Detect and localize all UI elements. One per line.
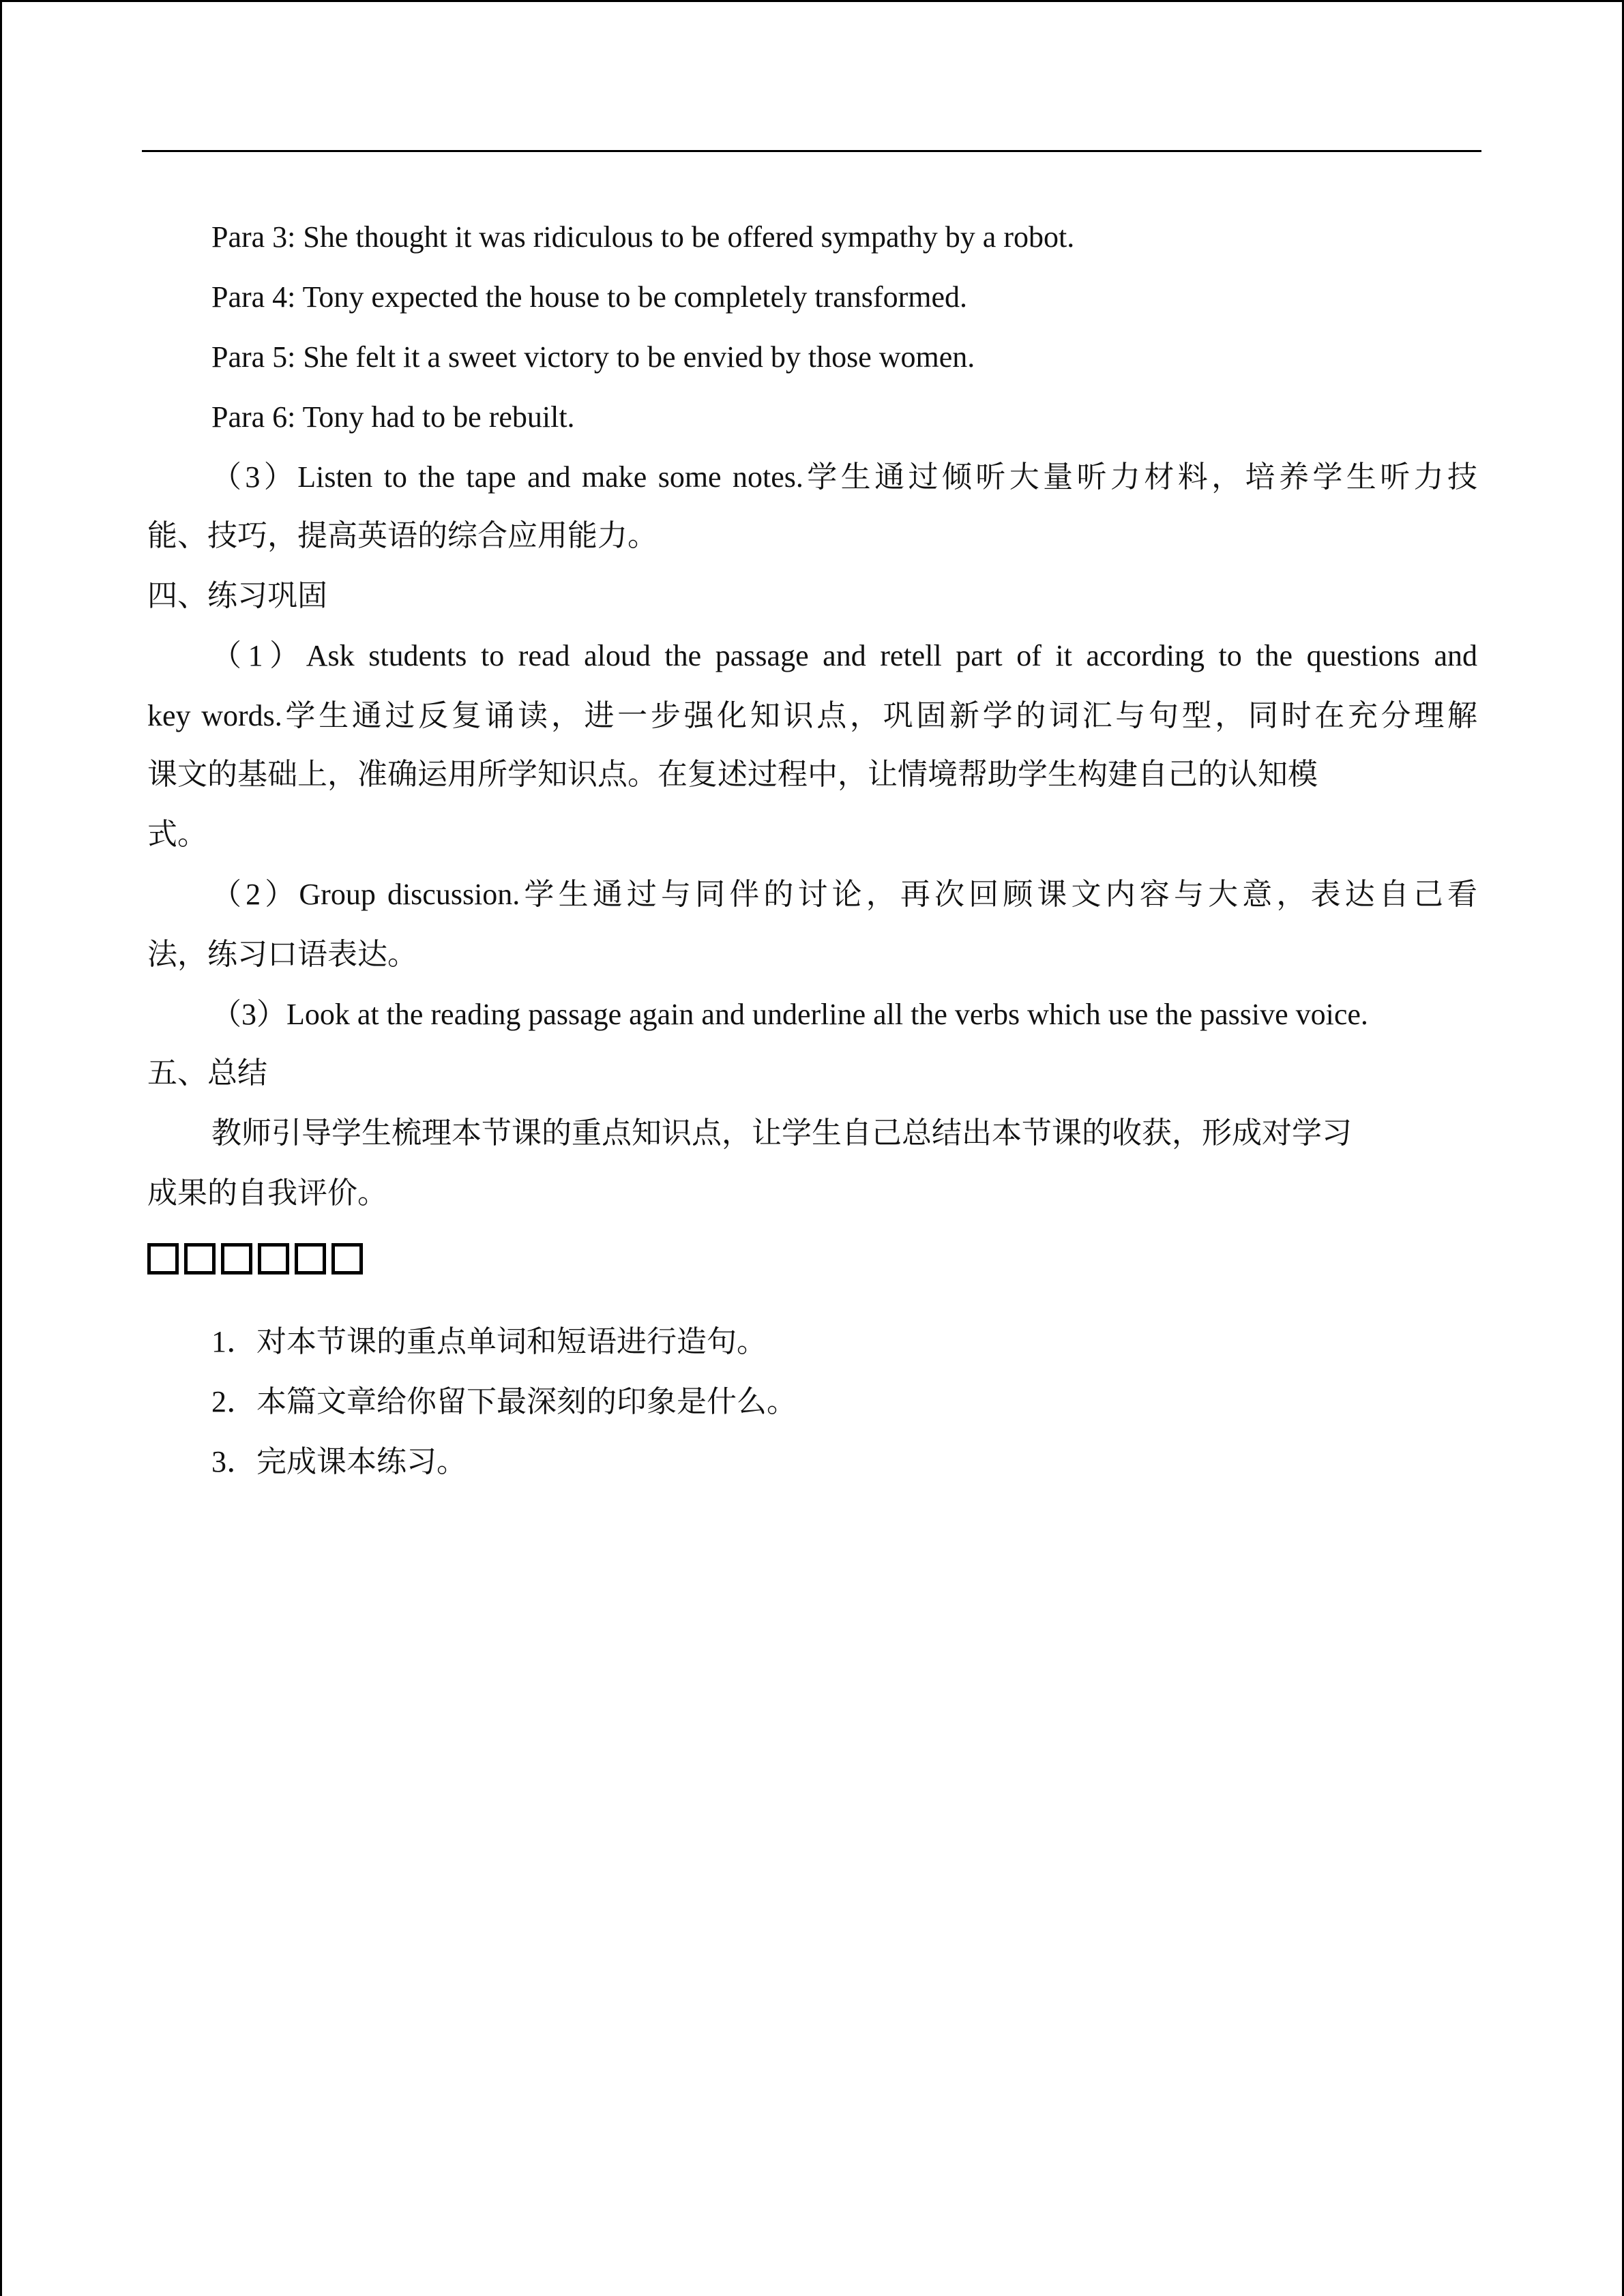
header-rule bbox=[142, 150, 1481, 152]
para-6-line: Para 6: Tony had to be rebuilt. bbox=[211, 400, 575, 434]
page-border-left bbox=[0, 0, 2, 2296]
read-aloud-line-1: （1）Ask students to read aloud the passage and retell part of it according to the questions and bbox=[211, 639, 1477, 672]
missing-glyph-box bbox=[184, 1243, 216, 1274]
missing-glyph-box bbox=[331, 1243, 363, 1274]
listen-task-line-2: 能、技巧，提高英语的综合应用能力。 bbox=[147, 519, 658, 552]
group-discussion-line-2: 法，练习口语表达。 bbox=[147, 938, 417, 971]
listen-task-line-1: （3）Listen to the tape and make some notes.学生通过倾听大量听力材料，培养学生听力技 bbox=[211, 460, 1477, 494]
missing-glyph-heading bbox=[147, 1240, 363, 1278]
missing-glyph-box bbox=[258, 1243, 289, 1274]
missing-glyph-box bbox=[147, 1243, 179, 1274]
homework-item-3: 3．完成课本练习。 bbox=[211, 1445, 467, 1478]
section-heading-summary: 五、总结 bbox=[147, 1056, 267, 1090]
missing-glyph-box bbox=[221, 1243, 252, 1274]
summary-line-1: 教师引导学生梳理本节课的重点知识点，让学生自己总结出本节课的收获，形成对学习 bbox=[211, 1116, 1352, 1150]
homework-item-1: 1．对本节课的重点单词和短语进行造句。 bbox=[211, 1325, 767, 1358]
read-aloud-line-2: key words.学生通过反复诵读，进一步强化知识点，巩固新学的词汇与句型，同时在充分理解 bbox=[147, 699, 1477, 732]
homework-item-2: 2．本篇文章给你留下最深刻的印象是什么。 bbox=[211, 1385, 797, 1418]
missing-glyph-box bbox=[295, 1243, 326, 1274]
group-discussion-line-1: （2）Group discussion.学生通过与同伴的讨论，再次回顾课文内容与大意，表达自己看 bbox=[211, 878, 1477, 911]
page-border-top bbox=[0, 0, 1624, 2]
passive-voice-line: （3）Look at the reading passage again and underline all the verbs which use the passive voice. bbox=[211, 998, 1368, 1031]
read-aloud-line-3: 课文的基础上，准确运用所学知识点。在复述过程中，让情境帮助学生构建自己的认知模 bbox=[147, 758, 1318, 791]
summary-line-2: 成果的自我评价。 bbox=[147, 1176, 387, 1210]
para-5-line: Para 5: She felt it a sweet victory to be envied by those women. bbox=[211, 340, 975, 374]
para-3-line: Para 3: She thought it was ridiculous to be offered sympathy by a robot. bbox=[211, 220, 1075, 254]
section-heading-practice: 四、练习巩固 bbox=[147, 579, 327, 612]
para-4-line: Para 4: Tony expected the house to be completely transformed. bbox=[211, 280, 967, 314]
read-aloud-line-4: 式。 bbox=[147, 818, 207, 851]
